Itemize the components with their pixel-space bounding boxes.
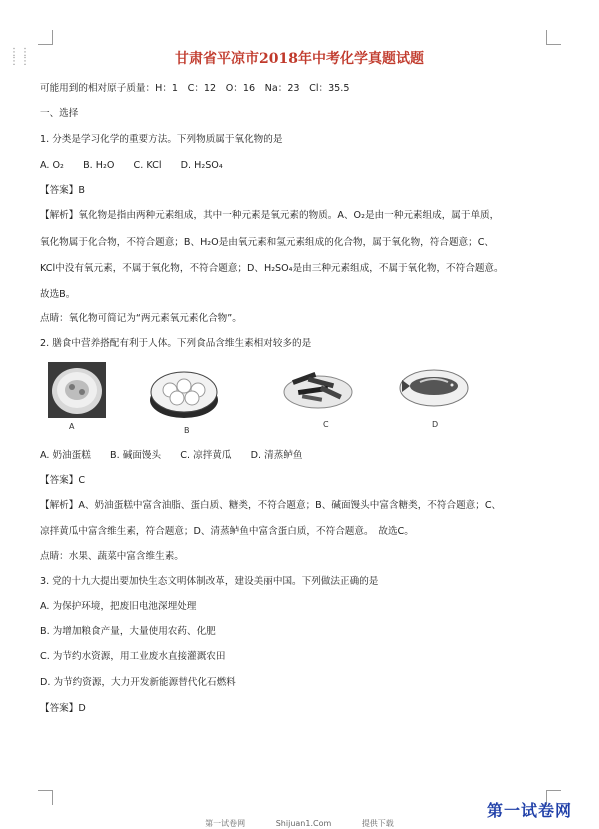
food-image-steamed-buns [148,362,220,420]
q3-option-a: A. 为保护环境，把废旧电池深埋处理 [40,601,197,612]
q1-analysis-line-2: 氧化物属于化合物，不符合题意；B、H₂O是由氧元素和氢元素组成的化合物，属于氧化物，符合题意；C、 [40,237,495,248]
q3-option-b: B. 为增加粮食产量，大量使用农药、化肥 [40,626,216,637]
food-label-a: A [69,422,75,431]
q3-answer: 【答案】D [40,703,86,714]
footer-download-text: 提供下载 [361,819,394,828]
q1-analysis-line-1: 【解析】氧化物是指由两种元素组成，其中一种元素是氧元素的物质。A、O₂是由一种元素组成，属于单质， [40,210,500,221]
drag-handle-icon[interactable]: ⋮⋮ ⋮⋮ [9,47,31,67]
q1-tip: 点睛：氧化物可简记为“两元素氧元素化合物”。 [40,313,242,324]
q2-answer: 【答案】C [40,475,86,486]
q2-options: A. 奶油蛋糕 B. 碱面馒头 C. 凉拌黄瓜 D. 清蒸鲈鱼 [40,450,303,461]
footer-site-name: 第一试卷网 [205,819,246,828]
q1-analysis-line-3: KCl中没有氧元素，不属于氧化物，不符合题意；D、H₂SO₄是由三种元素组成，不属于氧化物，不符合题意。 [40,263,504,274]
section-heading: 一、选择 [40,108,79,119]
q2-stem: 2. 膳食中营养搭配有利于人体。下列食品含维生素相对较多的是 [40,338,312,349]
crop-mark-bottom-left [38,790,53,805]
q2-tip: 点睛：水果、蔬菜中富含维生素。 [40,551,184,562]
q3-option-c: C. 为节约水资源，用工业废水直接灌溉农田 [40,651,226,662]
food-image-cucumber-salad [282,362,354,410]
q1-analysis-line-4: 故选B。 [40,289,76,300]
food-label-c: C [323,420,329,429]
food-label-d: D [432,420,439,429]
food-image-steamed-fish [398,362,470,412]
food-image-cake [48,362,106,418]
q2-analysis-line-2: 凉拌黄瓜中富含维生素，符合题意；D、清蒸鲈鱼中富含蛋白质，不符合题意。 故选C。 [40,526,414,537]
crop-mark-top-right [546,30,561,45]
atomic-masses: 可能用到的相对原子质量：H：1 C：12 O：16 Na：23 Cl：35.5 [40,83,350,94]
footer-site-url[interactable]: Shijuan1.Com [275,819,332,828]
q3-stem: 3. 党的十九大提出要加快生态文明体制改革，建设美丽中国。下列做法正确的是 [40,576,379,587]
q1-stem: 1. 分类是学习化学的重要方法。下列物质属于氧化物的是 [40,134,283,145]
q1-answer: 【答案】B [40,185,85,196]
food-label-b: B [184,426,190,435]
q3-option-d: D. 为节约资源，大力开发新能源替代化石燃料 [40,677,236,688]
site-watermark-logo: 第一试卷网 [487,801,573,820]
q1-options: A. O₂ B. H₂O C. KCl D. H₂SO₄ [40,160,223,171]
q2-analysis-line-1: 【解析】A、奶油蛋糕中富含油脂、蛋白质、糖类，不符合题意；B、碱面馒头中富含糖类，不符合题意；C、 [40,500,502,511]
page-title: 甘肃省平凉市2018年中考化学真题试题 [175,51,424,67]
crop-mark-top-left [38,30,53,45]
